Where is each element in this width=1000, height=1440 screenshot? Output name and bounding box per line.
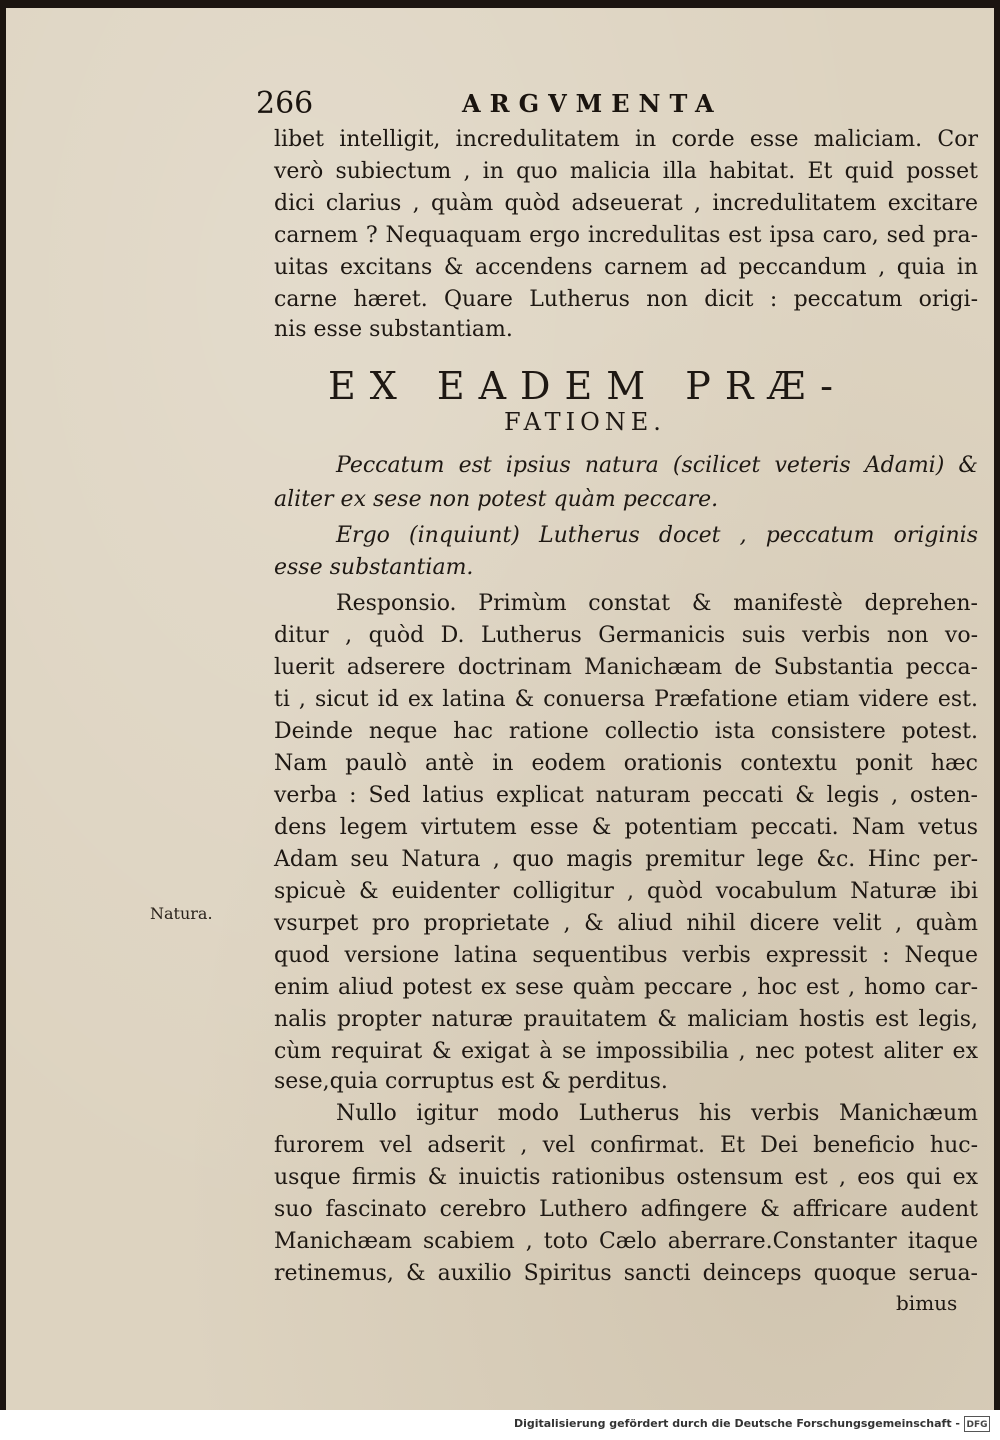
text-line: nis esse substantiam. xyxy=(274,317,513,342)
text-line: carne hæret. Quare Lutherus non dicit : peccatum origi- xyxy=(274,287,978,312)
text-line: Nam paulò antè in eodem orationis contextu ponit hæc xyxy=(274,751,978,776)
footer-bar xyxy=(0,1410,1000,1440)
page-number: 266 xyxy=(256,86,314,121)
text-line: Deinde neque hac ratione collectio ista consistere potest. xyxy=(274,719,978,744)
text-line: vsurpet pro proprietate , & aliud nihil dicere velit , quàm xyxy=(274,911,978,936)
text-line: carnem ? Nequaquam ergo incredulitas est ipsa caro, sed pra- xyxy=(274,223,978,248)
page-header xyxy=(256,85,796,125)
text-line: Adam seu Natura , quo magis premitur lege &c. Hinc per- xyxy=(274,847,978,872)
dfg-logo-icon: DFG xyxy=(964,1416,990,1432)
quote-line: Ergo (inquiunt) Lutherus docet , peccatum originis xyxy=(336,523,978,548)
catchword: bimus xyxy=(896,1291,958,1315)
text-line: ti , sicut id ex latina & conuersa Præfatione etiam videre est. xyxy=(274,687,978,712)
text-line: sese,quia corruptus est & perditus. xyxy=(274,1069,668,1094)
text-line: Responsio. Primùm constat & manifestè deprehen- xyxy=(336,591,978,616)
text-line: Nullo igitur modo Lutherus his verbis Manichæum xyxy=(336,1101,978,1126)
quote-line: aliter ex sese non potest quàm peccare. xyxy=(274,487,719,512)
text-line: quod versione latina sequentibus verbis expressit : Neque xyxy=(274,943,978,968)
section-title: EX EADEM PRÆ- xyxy=(328,364,848,408)
running-head: ARGVMENTA xyxy=(462,89,723,118)
quote-line: Peccatum est ipsius natura (scilicet veteris Adami) & xyxy=(336,453,978,478)
book-page xyxy=(6,8,994,1410)
text-line: furorem vel adserit , vel confirmat. Et Dei beneficio huc- xyxy=(274,1133,978,1158)
text-line: cùm requirat & exigat à se impossibilia , nec potest aliter ex xyxy=(274,1039,978,1064)
text-line: libet intelligit, incredulitatem in corde esse maliciam. Cor xyxy=(274,127,978,152)
text-line: enim aliud potest ex sese quàm peccare , hoc est , homo car- xyxy=(274,975,978,1000)
text-line: verò subiectum , in quo malicia illa habitat. Et quid posset xyxy=(274,159,978,184)
text-line: spicuè & euidenter colligitur , quòd vocabulum Naturæ ibi xyxy=(274,879,978,904)
text-line: nalis propter naturæ prauitatem & maliciam hostis est legis, xyxy=(274,1007,978,1032)
text-line: luerit adserere doctrinam Manichæam de Substantia pecca- xyxy=(274,655,978,680)
text-line: usque firmis & inuictis rationibus ostensum est , eos qui ex xyxy=(274,1165,978,1190)
margin-note: Natura. xyxy=(150,904,213,923)
text-line: retinemus, & auxilio Spiritus sancti deinceps quoque serua- xyxy=(274,1261,978,1286)
text-line: dici clarius , quàm quòd adseuerat , incredulitatem excitare xyxy=(274,191,978,216)
text-line: verba : Sed latius explicat naturam peccati & legis , osten- xyxy=(274,783,978,808)
text-line: ditur , quòd D. Lutherus Germanicis suis verbis non vo- xyxy=(274,623,978,648)
text-line: dens legem virtutem esse & potentiam peccati. Nam vetus xyxy=(274,815,978,840)
text-line: suo fascinato cerebro Luthero adfingere & affricare audent xyxy=(274,1197,978,1222)
text-line: Manichæam scabiem , toto Cælo aberrare.Constanter itaque xyxy=(274,1229,978,1254)
funding-notice: Digitalisierung gefördert durch die Deutsche Forschungsgemeinschaft - xyxy=(513,1417,960,1430)
quote-line: esse substantiam. xyxy=(274,555,474,580)
section-subtitle: FATIONE. xyxy=(504,408,666,436)
text-line: uitas excitans & accendens carnem ad peccandum , quia in xyxy=(274,255,978,280)
